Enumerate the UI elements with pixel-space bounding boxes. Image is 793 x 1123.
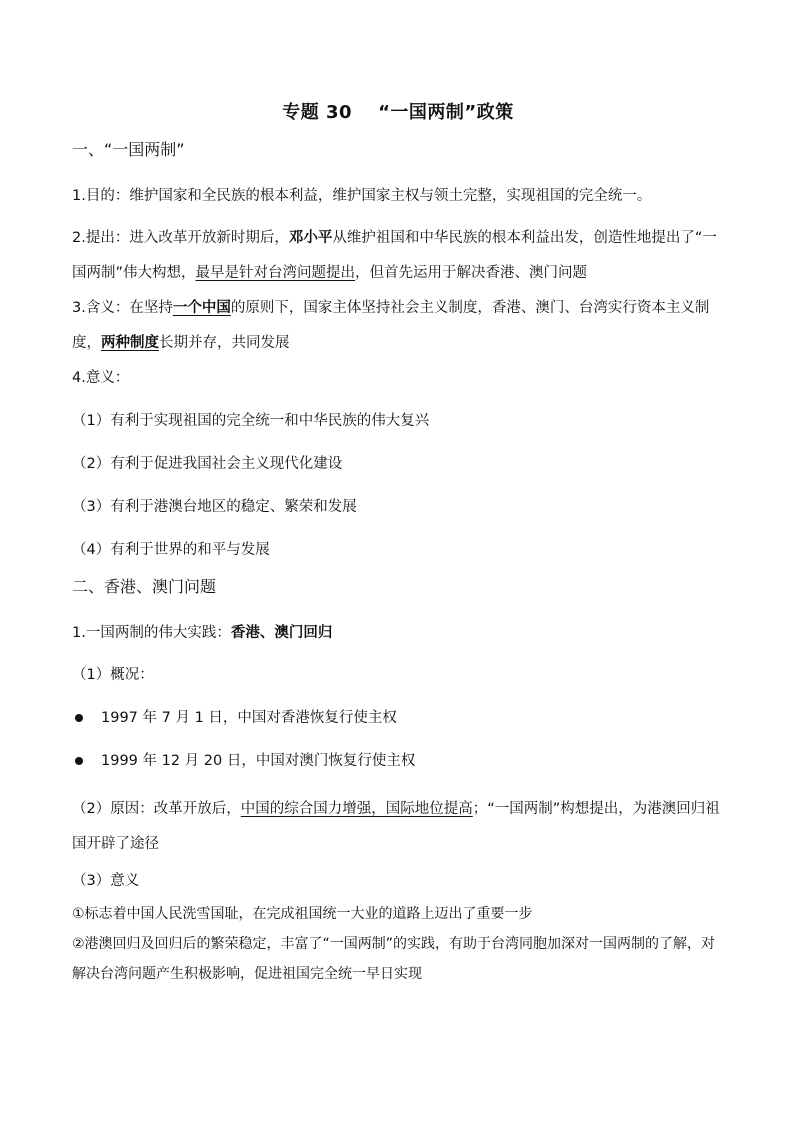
title-name: “一国两制”政策 — [378, 102, 514, 123]
reason-suffix: ；“一国两制”构想提出，为港澳回归祖国开辟了途径 — [72, 801, 720, 852]
document-page — [72, 98, 724, 989]
reason-underlined: 中国的综合国力增强，国际地位提高 — [240, 801, 473, 817]
section1-heading: 一、“一国两制” — [72, 140, 185, 159]
event-list-item — [72, 749, 724, 773]
proposal-prefix: 2.提出：进入改革开放新时期后， — [72, 230, 289, 246]
meaning-key1: 一个中国 — [172, 300, 231, 316]
significance-item: （3）有利于港澳台地区的稳定、繁荣和发展 — [72, 499, 357, 515]
proposal-suffix: ，但首先运用于解决香港、澳门问题 — [355, 265, 588, 281]
practice-prefix: 1.一国两制的伟大实践： — [72, 625, 231, 641]
significance-heading: 4.意义： — [72, 370, 130, 386]
reason-prefix: （2）原因：改革开放后， — [72, 801, 241, 817]
significance2-point: ②港澳回归及回归后的繁荣稳定，丰富了“一国两制”的实践，有助于台湾同胞加深对一国两制的了解，对解决台湾问题产生积极影响，促进祖国完全统一早日实现 — [72, 936, 716, 982]
practice-bold: 香港、澳门回归 — [230, 625, 333, 641]
meaning-key2: 两种制度 — [101, 335, 159, 351]
meaning-mid: 的原则下，国家主体坚持社会主义制度，香港、澳门、台湾实行资本主义制度， — [72, 300, 710, 351]
event-list-item — [72, 706, 724, 730]
significance2-point: ①标志着中国人民洗雪国耻，在完成祖国统一大业的道路上迈出了重要一步 — [72, 906, 533, 922]
section2-heading: 二、香港、澳门问题 — [72, 577, 217, 596]
practice-paragraph — [72, 616, 724, 651]
significance-item: （1）有利于实现祖国的完全统一和中华民族的伟大复兴 — [72, 413, 430, 429]
meaning-suffix: 长期并存，共同发展 — [159, 335, 290, 351]
significance-item: （4）有利于世界的和平与发展 — [72, 542, 270, 558]
significance2-label: （3）意义 — [72, 873, 140, 889]
meaning-paragraph — [72, 291, 724, 361]
reason-paragraph — [72, 792, 724, 862]
title-topic: 专题 30 — [282, 102, 353, 123]
page-title — [72, 98, 724, 124]
proposal-paragraph — [72, 221, 724, 291]
purpose-paragraph: 1.目的：维护国家和全民族的根本利益，维护国家主权与领土完整，实现祖国的完全统一。 — [72, 188, 652, 204]
proposal-mid: 从维护祖国和中华民族的根本利益出发，创造性地提出了“一国两制”伟大构想， — [72, 230, 717, 281]
meaning-prefix: 3.含义：在坚持 — [72, 300, 173, 316]
event-text: 1997 年 7 月 1 日，中国对香港恢复行使主权 — [101, 710, 397, 726]
significance-item: （2）有利于促进我国社会主义现代化建设 — [72, 456, 343, 472]
bullet-icon — [75, 757, 83, 765]
overview-label: （1）概况： — [72, 667, 154, 683]
bullet-icon — [75, 714, 83, 722]
proposal-underlined: 最早是针对台湾问题提出 — [195, 265, 356, 281]
event-text: 1999 年 12 月 20 日，中国对澳门恢复行使主权 — [101, 753, 416, 769]
proposal-person: 邓小平 — [288, 230, 333, 246]
